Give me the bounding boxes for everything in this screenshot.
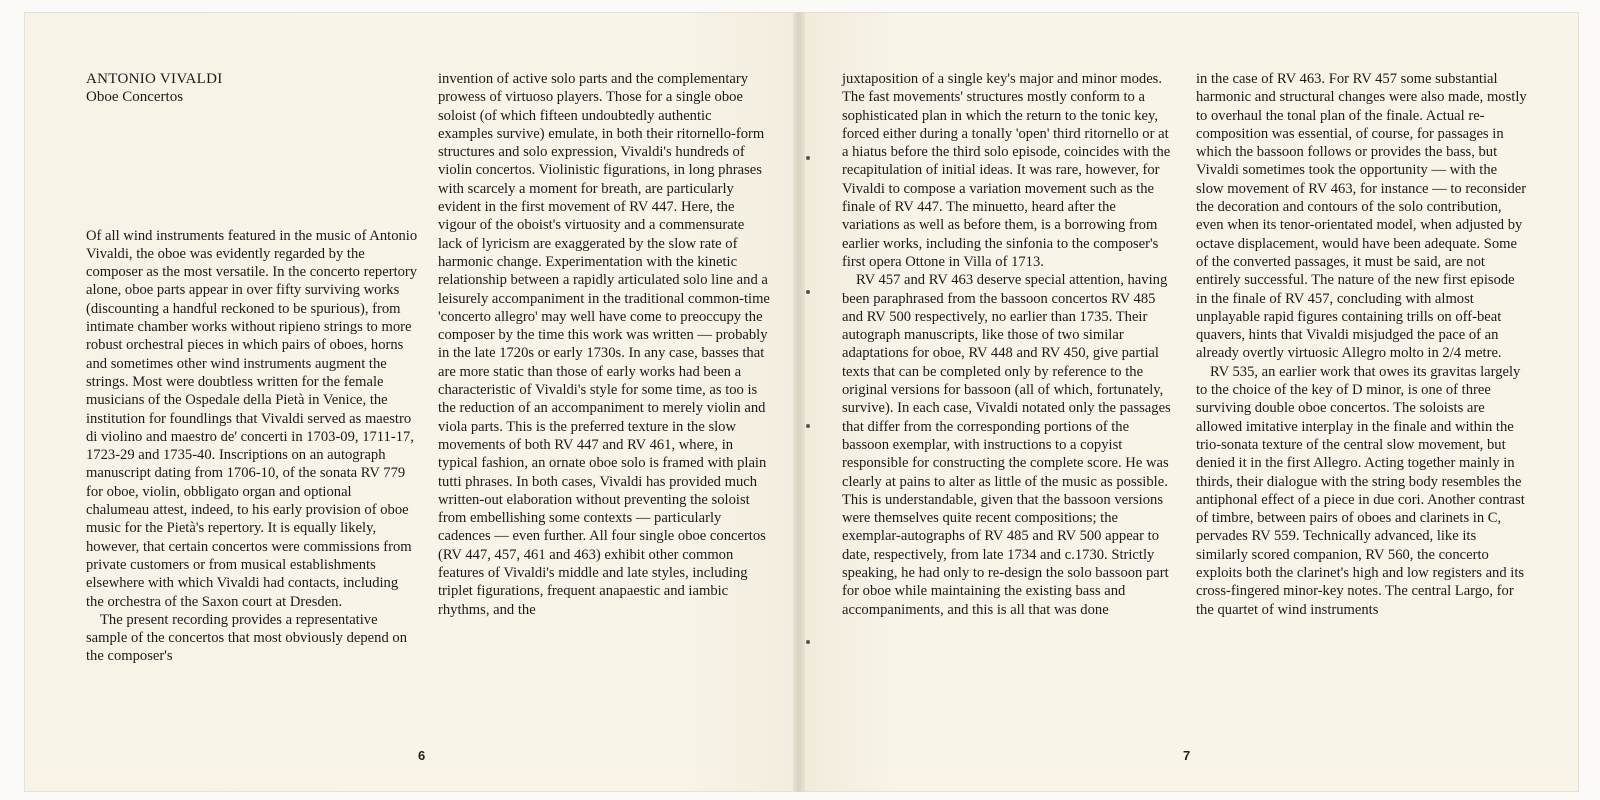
document-title: ANTONIO VIVALDI — [86, 71, 223, 87]
binding-mark — [806, 290, 810, 294]
paragraph: invention of active solo parts and the complementary prowess of virtuoso players. Those for a single oboe soloist (of which fifteen undoubtedly authentic examples survive) emulate, in both their ritornello-form structures and solo expression, Vivaldi's hundreds of violin concertos. Violinistic figurations, in long phrases with scarcely a moment for breath, are particularly evident in the first movement of RV 447. Here, the vigour of the oboist's virtuosity and a commensurate lack of lyricism are exaggerated by the slow rate of harmonic change. Experimentation with the kinetic relationship between a rapidly articulated solo line and a leisurely accompaniment in the traditional common-time 'concerto allegro' may well have come to preoccupy the composer by the time this work was written — probably in the late 1720s or early 1730s. In any case, basses that are more static than those of early works had been a characteristic of Vivaldi's style for some time, as too is the reduction of an accompaniment to merely violin and viola parts. This is the preferred texture in the slow movements of both RV 447 and RV 461, where, in typical fashion, an ornate oboe solo is framed with plain tutti phrases. In both cases, Vivaldi has provided much written-out elaboration without preventing the soloist from embellishing some contexts — particularly cadences — even further. All four single oboe concertos (RV 447, 457, 461 and 463) exhibit other common features of Vivaldi's middle and late styles, including triplet figurations, frequent anapaestic and iambic rhythms, and the — [438, 71, 770, 618]
paragraph: The present recording provides a representative sample of the concertos that most obviously depend on the composer's — [86, 611, 407, 665]
page-number-left: 6 — [418, 748, 426, 763]
text-column-4 — [1196, 70, 1528, 619]
binding-mark — [806, 424, 810, 428]
text-column-1 — [86, 70, 418, 666]
paragraph: Of all wind instruments featured in the music of Antonio Vivaldi, the oboe was evidently regarded by the composer as the most versatile. In the concerto repertory alone, oboe parts appear in over fifty surviving works (discounting a handful reckoned to be spurious), from intimate chamber works without ripieno strings to more robust orchestral pieces in which pairs of oboes, horns and sometimes other wind instruments augment the strings. Most were doubtless written for the female musicians of the Ospedale della Pietà in Venice, the institution for foundlings that Vivaldi served as maestro di violino and maestro de' concerti in 1703-09, 1711-17, 1723-29 and 1735-40. Inscriptions on an autograph manuscript dating from 1706-10, of the sonata RV 779 for oboe, violin, obbligato organ and optional chalumeau attest, indeed, to his early provision of oboe music for the Pietà's repertory. It is equally likely, however, that certain concertos were commissions from private customers or from musical establishments elsewhere with which Vivaldi had contacts, including the orchestra of the Saxon court at Dresden. — [86, 227, 418, 610]
title-spacer — [86, 107, 418, 227]
text-column-2 — [438, 70, 770, 619]
binding-mark — [806, 640, 810, 644]
page-number-right: 7 — [1183, 748, 1191, 763]
paragraph: RV 535, an earlier work that owes its gravitas largely to the choice of the key of D minor, is one of three surviving double oboe concertos. The soloists are allowed imitative interplay in the finale and within the trio-sonata texture of the central slow movement, but denied it in the first Allegro. Acting together mainly in thirds, their dialogue with the string body resembles the antiphonal effect of a piece in due cori. Another contrast of timbre, between pairs of oboes and clarinets in C, pervades RV 559. Technically advanced, like its similarly scored companion, RV 560, the concerto exploits both the clarinet's high and low registers and its cross-fingered minor-key notes. The central Largo, for the quartet of wind instruments — [1196, 363, 1525, 618]
document-subtitle: Oboe Concertos — [86, 89, 184, 106]
text-column-3 — [842, 70, 1174, 619]
paragraph: RV 457 and RV 463 deserve special attention, having been paraphrased from the bassoon concertos RV 485 and RV 500 respectively, no earlier than 1735. Their autograph manuscripts, like those of two similar adaptations for oboe, RV 448 and RV 450, give partial texts that can be completed only by reference to the original versions for bassoon (all of which, fortunately, survive). In each case, Vivaldi notated only the passages that differ from the corresponding portions of the bassoon exemplar, with instructions to a copyist responsible for constructing the complete score. He was clearly at pains to alter as little of the music as possible. This is understandable, given that the bassoon versions were themselves quite recent compositions; the exemplar-autographs of RV 485 and RV 500 appear to date, respectively, from late 1734 and c.1730. Strictly speaking, he had only to re-design the solo bassoon part for oboe while maintaining the existing bass and accompaniments, and this is all that was done — [842, 272, 1171, 618]
page-gutter — [794, 12, 804, 792]
paragraph: juxtaposition of a single key's major and minor modes. The fast movements' structures mostly conform to a sophisticated plan in which the return to the tonic key, forced either during a tonally 'open' third ritornello or at a hiatus before the third solo episode, coincides with the recapitulation of initial ideas. It was rare, however, for Vivaldi to compose a variation movement such as the finale of RV 447. The minuetto, heard after the variations as well as before them, is a borrowing from earlier works, including the sinfonia to the composer's first opera Ottone in Villa of 1713. — [842, 71, 1171, 270]
paragraph: in the case of RV 463. For RV 457 some substantial harmonic and structural changes were also made, mostly to overhaul the tonal plan of the finale. Actual re-composition was essential, of course, for passages in which the bassoon follows or provides the bass, but Vivaldi sometimes took the opportunity — with the slow movement of RV 463, for instance — to reconsider the decoration and contours of the solo contribution, even when its tenor-orientated model, when adjusted by octave displacement, would have been adequate. Some of the converted passages, it must be said, are not entirely successful. The nature of the new first episode in the finale of RV 457, concluding with almost unplayable rapid figures containing trills on off-beat quavers, hints that Vivaldi misjudged the pace of an already overtly virtuosic Allegro molto in 2/4 metre. — [1196, 71, 1527, 362]
binding-mark — [806, 156, 810, 160]
